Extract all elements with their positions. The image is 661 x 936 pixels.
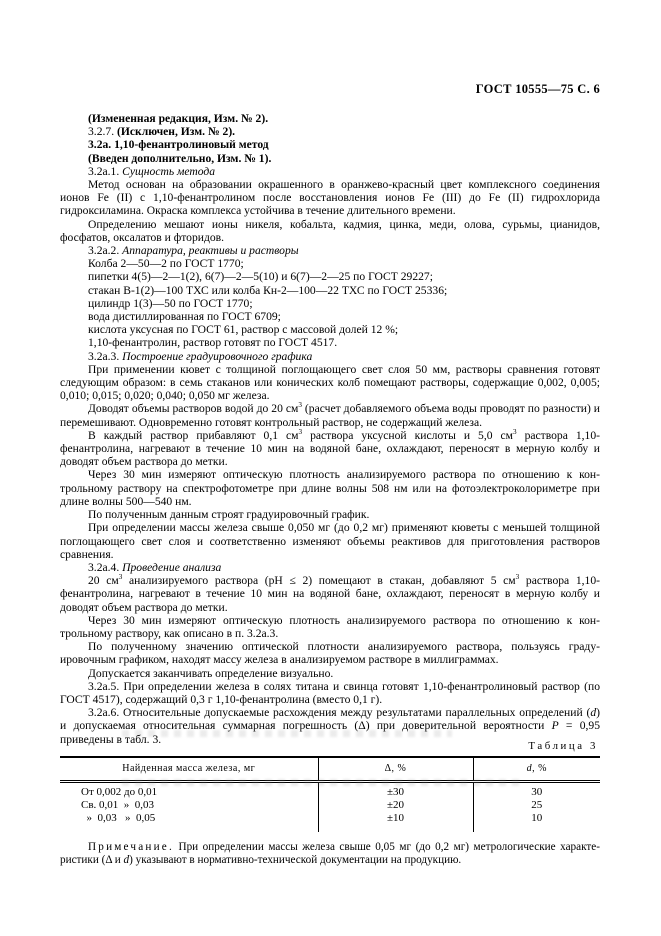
- table-row: [60, 782, 600, 800]
- paragraph: [60, 402, 600, 428]
- text-run: Колба 2—50—2 по ГОСТ 1770;: [88, 257, 244, 271]
- paragraph: [60, 640, 600, 666]
- paragraph: [60, 152, 600, 165]
- text-run: анализируемого раствора (pH ≤ 2) помещают в стакан, добавляют 5 см: [122, 574, 516, 588]
- table-cell: 30: [473, 782, 600, 800]
- table-header-row: [60, 757, 600, 782]
- paragraph: [60, 429, 600, 469]
- text-run: 3.2а.6. Относительные допускаемые расхождения между результатами параллельных определений (: [88, 706, 591, 720]
- text-run: вода дистиллированная по ГОСТ 6709;: [88, 310, 281, 324]
- superscript-text: 3: [118, 573, 123, 582]
- text-run: (расчет добавляемого объема воды проводят по разности) и перемешивают. Одновременно готовят контрольный раствор, не содержащий железа.: [60, 402, 601, 429]
- text-run: В каждый раствор прибавляют 0,1 см: [88, 428, 299, 442]
- text-run: стакан В-1(2)—100 ТХС или колба Кн-2—100—22 ТХС по ГОСТ 25336;: [88, 283, 448, 297]
- paragraph: [60, 297, 600, 310]
- text-run: По полученным данным строят градуировочный график.: [88, 508, 370, 522]
- text-run: цилиндр 1(3)—50 по ГОСТ 1770;: [88, 296, 253, 310]
- text-run: Построение градуировочного графика: [122, 349, 313, 363]
- text-run: Допускается заканчивать определение визуально.: [88, 666, 334, 680]
- text-run: При определении массы железа свыше 0,05 мг (до 0,2 мг) метрологические характеристики (Δ и: [60, 840, 600, 867]
- text-run: Определению мешают ионы никеля, кобальта, кадмия, цинка, меди, олова, сурьмы, цианидов, фосфатов, оксалатов и фторидов.: [60, 217, 600, 244]
- table-section: [60, 740, 600, 867]
- text-run: , %: [532, 763, 547, 774]
- paragraph: [60, 614, 600, 640]
- text-run: (Измененная редакция, Изм. № 2).: [88, 112, 269, 125]
- text-run: Через 30 мин измеряют оптическую плотность анализируемого раствора по отношению к контрольному раствору на спектрофотометре при длине волны 508 нм или на фотоэлектроколориметре при длине волны 500—540 нм.: [60, 468, 600, 508]
- table-caption: Таблица 3: [528, 740, 598, 752]
- paragraph: [60, 112, 600, 125]
- table-cell: 25: [473, 799, 600, 812]
- superscript-text: 3: [298, 401, 302, 410]
- paragraph: [60, 125, 600, 138]
- text-run: Через 30 мин измеряют оптическую плотность анализируемого раствора по отношению к контрольному раствору, как описано в п. 3.2а.3.: [60, 613, 600, 640]
- text-run: раствора 1,10-фенантролина, нагревают в течение 10 мин на водяной бане, охлаждают, переносят в мерную колбу и доводят объем раствора до метки.: [60, 574, 600, 614]
- paragraph: [60, 284, 600, 297]
- text-run: 20 см: [88, 574, 119, 588]
- text-run: P: [551, 719, 559, 733]
- paragraph: [60, 257, 600, 270]
- paragraph: [60, 310, 600, 323]
- text-run: 3.2.7.: [88, 125, 117, 139]
- text-run: d: [590, 706, 597, 720]
- text-run: Примечание.: [88, 840, 174, 853]
- table-header-cell: [318, 757, 473, 782]
- paragraph: [60, 178, 600, 218]
- superscript-text: 3: [515, 573, 520, 582]
- text-run: При применении кювет с толщиной поглощающего свет слоя 50 мм, растворы сравнения готовят следующим образом: в семь стаканов или конических колб помещают растворы, содержащие 0,002, 0,005; 0,010; 0,015; 0,020; 0,040; 0,050 мг железа.: [60, 362, 600, 403]
- text-run: 3.2а.3.: [88, 349, 123, 363]
- text-run: Сущность метода: [122, 164, 216, 178]
- text-run: раствора 1,10-фенантролина, нагревают в течение 10 мин на водяной бане, охлаждают, переносят в мерную колбу и доводят объем раствора до метки.: [60, 428, 600, 469]
- text-run: ) и допускаемая относительная суммарная погрешность (Δ) при доверительной вероятности: [60, 706, 600, 733]
- text-run: 3.2а.2.: [88, 244, 123, 258]
- paragraph: [60, 680, 600, 706]
- table-header-cell: [473, 757, 600, 782]
- text-run: 1,10-фенантролин, раствор готовят по ГОСТ 4517.: [88, 336, 338, 350]
- paragraph: [60, 270, 600, 283]
- document-body: [60, 112, 600, 746]
- text-run: ) указывают в нормативно-технической документации на продукцию.: [129, 854, 462, 867]
- table-cell: От 0,002 до 0,01: [81, 786, 158, 798]
- paragraph: [60, 363, 600, 403]
- table-header-cell: [60, 757, 318, 782]
- text-run: 3.2а.5. При определении железа в солях титана и свинца готовят 1,10-фенантролиновый раствор (по ГОСТ 4517), содержащий 0,3 г 1,10-фенантролина (вместо 0,1 г).: [60, 679, 600, 706]
- paragraph: [60, 138, 600, 151]
- text-run: Δ, %: [384, 763, 407, 774]
- table-row: [60, 812, 600, 831]
- table-cell: 10: [473, 812, 600, 831]
- page-header: ГОСТ 10555—75 С. 6: [475, 82, 600, 96]
- table-cell: ±20: [318, 799, 473, 812]
- table-cell: Св. 0,01 » 0,03: [81, 799, 155, 812]
- paragraph: [60, 561, 600, 574]
- text-run: Доводят объемы растворов водой до 20 см: [88, 402, 299, 416]
- paragraph: [60, 508, 600, 521]
- table-cell: ±30: [318, 782, 473, 800]
- text-run: Найденная масса железа, мг: [122, 763, 256, 774]
- text-run: Проведение анализа: [122, 560, 222, 574]
- text-run: d: [526, 763, 533, 774]
- table-cell: » 0,03 » 0,05: [81, 812, 156, 825]
- text-run: пипетки 4(5)—2—1(2), 6(7)—2—5(10) и 6(7)—2—25 по ГОСТ 29227;: [88, 270, 433, 284]
- paragraph: [60, 218, 600, 244]
- paragraph: [60, 574, 600, 614]
- text-run: = 0,95 приведены в табл. 3.: [60, 719, 600, 746]
- text-run: кислота уксусная по ГОСТ 61, раствор с массовой долей 12 %;: [88, 323, 399, 337]
- paragraph: [60, 165, 600, 178]
- superscript-text: 3: [298, 428, 303, 437]
- paragraph: [60, 521, 600, 561]
- text-run: 3.2а.4.: [88, 560, 123, 574]
- text-run: При определении массы железа свыше 0,050 мг (до 0,2 мг) применяют кюветы с меньшей толщиной поглощающего свет слоя и соответственно изменяют объемы реактивов для приготовления растворов сравнения.: [60, 521, 600, 561]
- text-run: Метод основан на образовании окрашенного в оранжево-красный цвет комплексного соединения ионов Fe (II) с 1,10-фенантролином после восстановления ионов Fe (III) до Fe (II) гидрохлорида гидроксиламина. Окраска комплекса устойчива в течение длительного времени.: [60, 178, 600, 218]
- text-run: (Введен дополнительно, Изм. № 1).: [88, 151, 272, 165]
- table-cell: ±10: [318, 812, 473, 831]
- table-row: [60, 799, 600, 812]
- paragraph: [60, 350, 600, 363]
- paragraph: [60, 323, 600, 336]
- paragraph: [60, 667, 600, 680]
- text-run: раствора уксусной кислоты и 5,0 см: [302, 428, 513, 442]
- text-run: (Исключен, Изм. № 2).: [116, 125, 236, 139]
- text-run: 3.2а. 1,10-фенантролиновый метод: [88, 138, 269, 152]
- text-run: По полученному значению оптической плотности анализируемого раствора, пользуясь градуировочным графиком, находят массу железа в анализируемом растворе в миллиграммах.: [60, 640, 600, 667]
- table-body: [60, 782, 600, 832]
- text-run: d: [123, 854, 130, 867]
- data-table: [60, 756, 600, 832]
- text-run: Аппаратура, реактивы и растворы: [122, 244, 299, 258]
- table-note: [60, 841, 600, 868]
- superscript-text: 3: [513, 428, 517, 437]
- paragraph: [60, 244, 600, 257]
- paragraph: [60, 468, 600, 508]
- paragraph: [60, 336, 600, 349]
- text-run: 3.2а.1.: [88, 164, 123, 178]
